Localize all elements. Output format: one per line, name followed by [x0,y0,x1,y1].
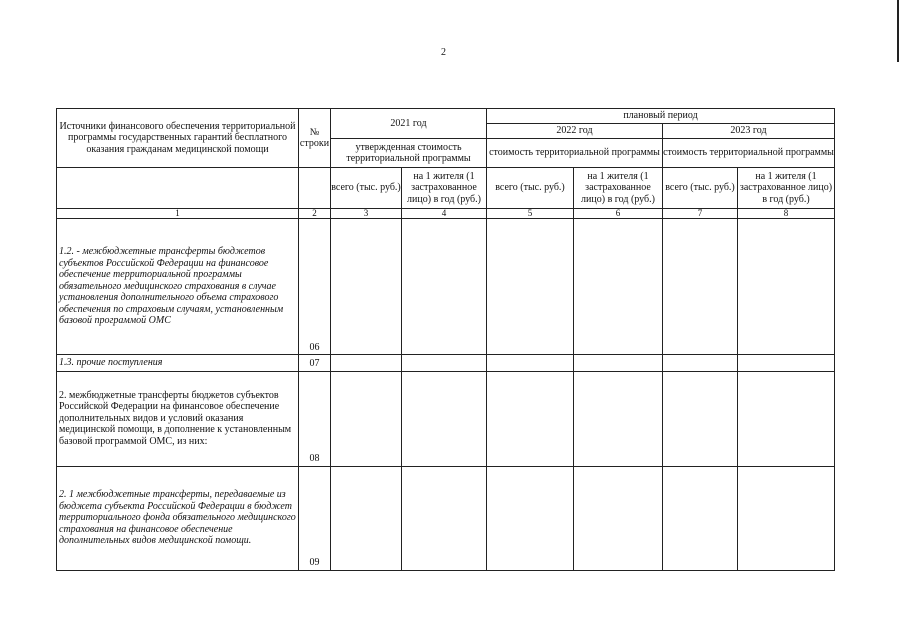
value-cell [663,219,738,355]
column-number: 5 [487,209,574,219]
column-number: 6 [574,209,663,219]
edge-bar [897,0,899,62]
value-cell [738,466,835,570]
header-row-number: № строки [299,109,331,168]
value-cell [738,355,835,372]
column-number: 1 [57,209,299,219]
header-planning-period: плановый период [487,109,835,124]
row-label: 1.3. прочие поступления [57,355,299,372]
header-per-capita-2021: на 1 жителя (1 застрахованное лицо) в год (руб.) [402,168,487,209]
financing-table [56,108,835,571]
column-number: 8 [738,209,835,219]
value-cell [402,219,487,355]
value-cell [574,371,663,466]
header-group-2021: утвержденная стоимость территориальной программы [331,139,487,168]
header-group-2023: стоимость территориальной программы [663,139,835,168]
value-cell [487,355,574,372]
column-number: 4 [402,209,487,219]
column-number: 2 [299,209,331,219]
header-total-2023: всего (тыс. руб.) [663,168,738,209]
value-cell [574,466,663,570]
value-cell [487,466,574,570]
header-total-2022: всего (тыс. руб.) [487,168,574,209]
value-cell [738,219,835,355]
value-cell [663,466,738,570]
value-cell [487,219,574,355]
table-row [57,355,835,372]
table-row [57,219,835,355]
row-code: 06 [299,219,331,355]
value-cell [402,355,487,372]
value-cell [331,355,402,372]
row-code: 08 [299,371,331,466]
column-numbers-row [57,209,835,219]
value-cell [402,466,487,570]
table-row [57,371,835,466]
value-cell [331,371,402,466]
value-cell [574,355,663,372]
header-group-2022: стоимость территориальной программы [487,139,663,168]
table-row [57,466,835,570]
header-year-2022: 2022 год [487,124,663,139]
row-code: 09 [299,466,331,570]
value-cell [402,371,487,466]
row-label: 1.2. - межбюджетные трансферты бюджетов субъектов Российской Федерации на финансовое обеспечение территориальной программы обязательного медицинского страхования в случае установления дополнительного объема страхового обеспечения по страховым случаям, установленным базовой программой ОМС [57,219,299,355]
row-code: 07 [299,355,331,372]
value-cell [738,371,835,466]
header-per-capita-2022: на 1 жителя (1 застрахованное лицо) в год (руб.) [574,168,663,209]
value-cell [331,219,402,355]
column-number: 3 [331,209,402,219]
value-cell [574,219,663,355]
row-label: 2. межбюджетные трансферты бюджетов субъектов Российской Федерации на финансовое обеспечение дополнительных видов и условий оказания медицинской помощи, в дополнение к установленным базовой программой ОМС, из них: [57,371,299,466]
value-cell [487,371,574,466]
value-cell [331,466,402,570]
header-per-capita-2023: на 1 жителя (1 застрахованное лицо) в год (руб.) [738,168,835,209]
column-number: 7 [663,209,738,219]
value-cell [663,371,738,466]
header-total-2021: всего (тыс. руб.) [331,168,402,209]
header-year-2023: 2023 год [663,124,835,139]
header-source: Источники финансового обеспечения территориальной программы государственных гарантий бесплатного оказания гражданам медицинской помощи [57,109,299,168]
row-label: 2. 1 межбюджетные трансферты, передаваемые из бюджета субъекта Российской Федерации в бюджет территориального фонда обязательного медицинского страхования на финансовое обеспечение дополнительных видов медицинской помощи. [57,466,299,570]
page-number: 2 [441,47,446,58]
header-year-2021: 2021 год [331,109,487,139]
value-cell [663,355,738,372]
